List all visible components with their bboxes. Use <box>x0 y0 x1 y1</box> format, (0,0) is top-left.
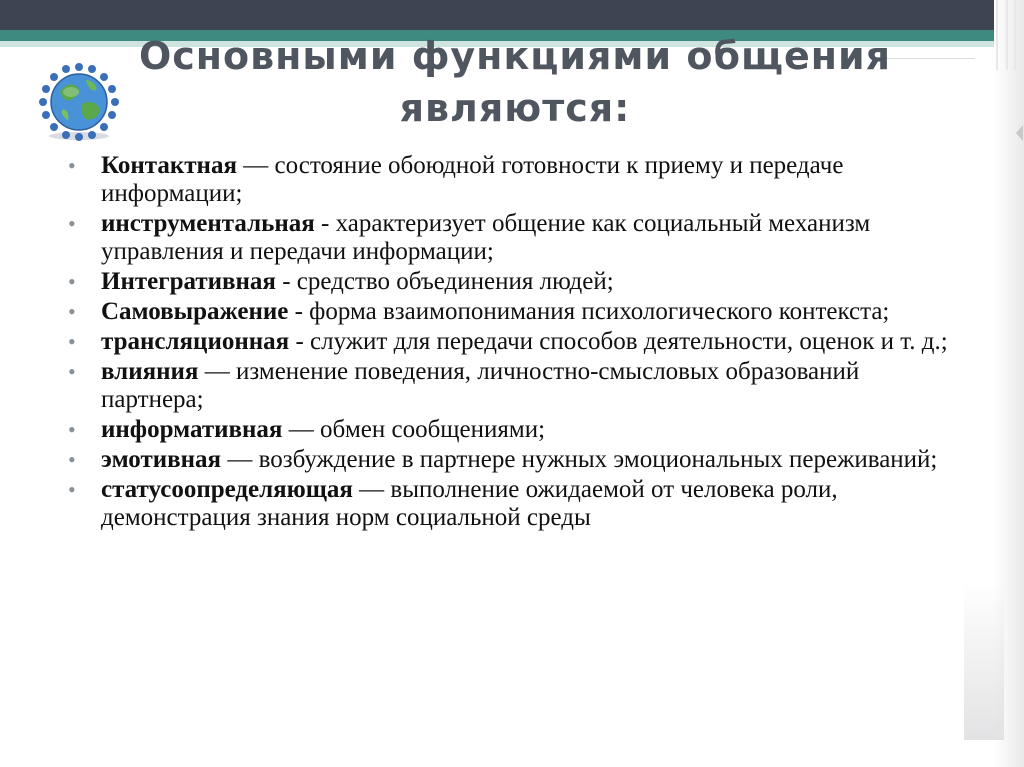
list-item <box>68 476 968 532</box>
bullet-icon: • <box>68 417 76 442</box>
item-text: — обмен сообщениями; <box>282 416 546 443</box>
item-term: Интегративная <box>101 268 276 295</box>
bullet-icon: • <box>68 359 76 384</box>
list-item <box>68 328 968 356</box>
item-term: инструментальная <box>101 210 315 237</box>
corner-line <box>1006 0 1008 70</box>
item-text: - средство объединения людей; <box>275 268 614 295</box>
globe-with-people-icon <box>38 62 120 142</box>
corner-line <box>1014 0 1016 70</box>
bullet-icon: • <box>68 447 76 472</box>
top-header-band <box>0 0 1024 30</box>
side-arrow-icon <box>1016 125 1023 141</box>
bullet-icon: • <box>68 269 76 294</box>
bullet-icon: • <box>68 153 76 178</box>
item-term: влияния <box>101 358 199 385</box>
slide-title-line: Основными функциями общения <box>138 34 892 78</box>
bullet-icon: • <box>68 329 76 354</box>
item-text: — состояние обоюдной готовности к приему и передаче информации; <box>101 152 844 207</box>
list-item <box>68 446 968 474</box>
list-item <box>68 416 968 444</box>
item-text: - служит для передачи способов деятельности, оценок и т. д.; <box>289 328 948 355</box>
item-term: статусоопределяющая <box>101 476 353 503</box>
bullet-icon: • <box>68 477 76 502</box>
bullet-icon: • <box>68 211 76 236</box>
functions-list <box>68 152 968 534</box>
item-text: - форма взаимопонимания психологического контекста; <box>288 298 890 325</box>
page-curl-shadow <box>964 580 1004 740</box>
item-term: Самовыражение <box>101 298 289 325</box>
list-item <box>68 298 968 326</box>
bullet-icon: • <box>68 299 76 324</box>
slide-title-line: являются: <box>399 86 631 130</box>
corner-line <box>996 0 998 70</box>
item-text: — изменение поведения, личностно-смысловых образований партнера; <box>101 358 860 413</box>
item-term: эмотивная <box>101 446 222 473</box>
item-text: — возбуждение в партнере нужных эмоциональных переживаний; <box>221 446 938 473</box>
list-item <box>68 268 968 296</box>
slide-title <box>130 30 900 134</box>
list-item <box>68 210 968 266</box>
list-item <box>68 152 968 208</box>
item-text: - характеризует общение как социальный механизм управления и передачи информации; <box>101 210 871 265</box>
item-term: Контактная <box>101 152 237 179</box>
list-item <box>68 358 968 414</box>
item-term: трансляционная <box>101 328 290 355</box>
item-text: — выполнение ожидаемой от человека роли, демонстрация знания норм социальной среды <box>101 476 838 531</box>
item-term: информативная <box>101 416 283 443</box>
